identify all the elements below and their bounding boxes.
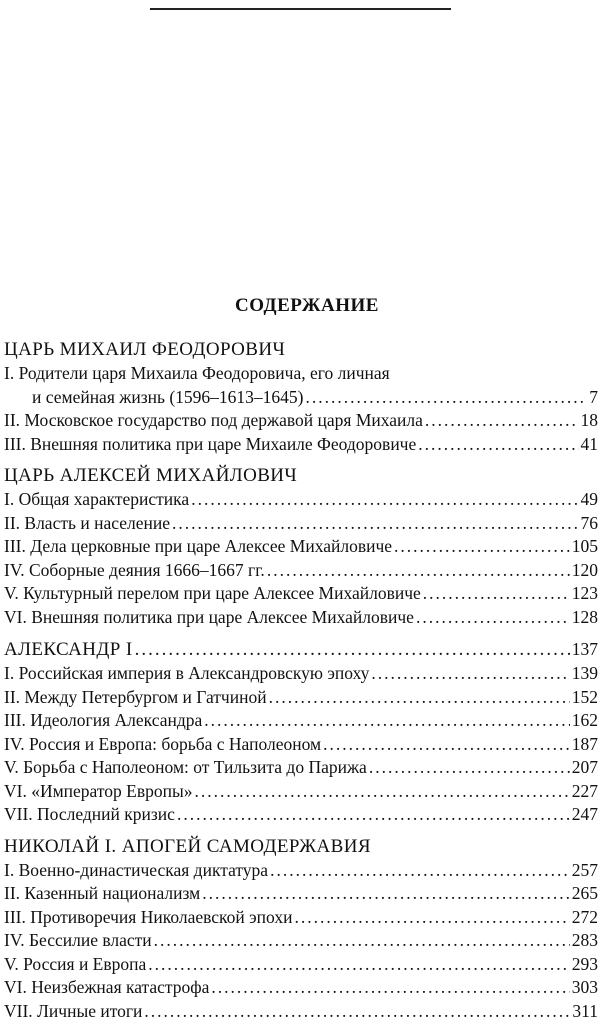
toc-entry-page: 272 bbox=[571, 906, 598, 927]
section-heading: АЛЕКСАНДР I bbox=[4, 639, 133, 660]
toc-section-aleksei bbox=[0, 465, 606, 629]
toc-entry-label: VI. «Император Европы» bbox=[4, 780, 193, 801]
toc-entry bbox=[0, 535, 606, 559]
toc-entry bbox=[0, 362, 606, 409]
dot-leader bbox=[154, 929, 570, 953]
toc-entry-page: 139 bbox=[571, 663, 598, 683]
top-rule bbox=[150, 8, 451, 10]
dot-leader bbox=[416, 606, 570, 630]
toc-entry-page: 303 bbox=[571, 977, 598, 997]
dot-leader bbox=[172, 512, 579, 536]
dot-leader bbox=[177, 803, 570, 827]
toc-entry bbox=[0, 709, 606, 733]
toc-entry-label: III. Внешняя политика при царе Михаиле Феодоровиче bbox=[4, 433, 417, 454]
toc-entry-page: 207 bbox=[571, 757, 598, 777]
toc-entry bbox=[0, 488, 606, 512]
toc-entry-label: III. Противоречия Николаевской эпохи bbox=[4, 906, 293, 927]
toc-entry-page: 283 bbox=[571, 930, 598, 950]
dot-leader bbox=[394, 535, 570, 559]
toc-entry bbox=[0, 662, 606, 686]
toc-entry-page: 265 bbox=[571, 883, 598, 903]
dot-leader bbox=[204, 709, 569, 733]
table-of-contents bbox=[0, 295, 606, 1032]
toc-entry bbox=[0, 409, 606, 433]
dot-leader bbox=[211, 976, 569, 1000]
toc-entry bbox=[0, 433, 606, 457]
toc-entry-label: I. Военно-династическая диктатура bbox=[4, 859, 269, 880]
section-heading-entry bbox=[0, 638, 606, 661]
toc-entry-page: 128 bbox=[571, 606, 598, 627]
toc-entry bbox=[0, 780, 606, 804]
toc-entry bbox=[0, 1000, 606, 1024]
toc-section-mikhail bbox=[0, 339, 606, 456]
toc-entry-page: 18 bbox=[580, 410, 598, 430]
toc-entry-page: 120 bbox=[571, 559, 598, 580]
dot-leader bbox=[195, 780, 570, 804]
toc-entry-page: 7 bbox=[589, 386, 598, 407]
toc-entry bbox=[0, 606, 606, 630]
toc-entry-label: II. Московское государство под державой царя Михаила bbox=[4, 410, 423, 430]
dot-leader bbox=[423, 582, 570, 606]
toc-entry-page: 105 bbox=[571, 536, 598, 556]
toc-entry-page: 227 bbox=[571, 780, 598, 801]
dot-leader bbox=[371, 662, 569, 686]
dot-leader bbox=[135, 639, 570, 661]
dot-leader bbox=[191, 488, 578, 512]
section-heading-page: 137 bbox=[571, 639, 598, 659]
toc-entry-page: 293 bbox=[571, 953, 598, 974]
toc-entry-label: II. Власть и население bbox=[4, 512, 170, 533]
toc-entry bbox=[0, 976, 606, 1000]
toc-entry bbox=[0, 906, 606, 930]
toc-entry-page: 311 bbox=[572, 1000, 598, 1021]
dot-leader bbox=[294, 906, 569, 930]
toc-entry bbox=[0, 559, 606, 583]
toc-entry-label: I. Российская империя в Александровскую эпоху bbox=[4, 663, 370, 683]
toc-entry-page: 41 bbox=[580, 433, 598, 454]
toc-entry-page: 247 bbox=[571, 804, 598, 824]
toc-entry-label: IV. Россия и Европа: борьба с Наполеоном bbox=[4, 733, 322, 754]
toc-entry-label: V. Россия и Европа bbox=[4, 953, 147, 974]
toc-entry bbox=[0, 859, 606, 883]
toc-entry bbox=[0, 582, 606, 606]
dot-leader bbox=[144, 1000, 570, 1024]
dot-leader bbox=[270, 859, 570, 883]
toc-entry-page: 152 bbox=[571, 686, 598, 707]
toc-entry-label: III. Идеология Александра bbox=[4, 710, 203, 730]
toc-entry bbox=[0, 512, 606, 536]
section-heading: ЦАРЬ АЛЕКСЕЙ МИХАЙЛОВИЧ bbox=[4, 465, 298, 486]
toc-entry-label: II. Казенный национализм bbox=[4, 883, 201, 903]
dot-leader bbox=[269, 686, 570, 710]
dot-leader bbox=[202, 882, 569, 906]
toc-entry-label: V. Культурный перелом при царе Алексее Михайловиче bbox=[4, 583, 421, 603]
toc-entry bbox=[0, 733, 606, 757]
toc-entry-label: IV. Бессилие власти bbox=[4, 930, 152, 950]
toc-entry bbox=[0, 756, 606, 780]
toc-entry-label: I. Общая характеристика bbox=[4, 489, 190, 509]
toc-entry-label-line1: I. Родители царя Михаила Феодоровича, его личная bbox=[4, 363, 390, 383]
toc-entry-label: VI. Внешняя политика при царе Алексее Михайловиче bbox=[4, 606, 414, 627]
toc-entry-label: и семейная жизнь (1596–1613–1645) bbox=[32, 386, 304, 407]
toc-section-nicholas bbox=[0, 836, 606, 1024]
toc-entry bbox=[0, 803, 606, 827]
toc-entry bbox=[0, 929, 606, 953]
toc-entry-page: 187 bbox=[571, 733, 598, 754]
toc-entry-label: VII. Личные итоги bbox=[4, 1000, 143, 1021]
toc-entry-label: VI. Неизбежная катастрофа bbox=[4, 977, 210, 997]
toc-title: СОДЕРЖАНИЕ bbox=[235, 295, 379, 316]
toc-entry-label: V. Борьба с Наполеоном: от Тильзита до Парижа bbox=[4, 757, 367, 777]
toc-entry-label: II. Между Петербургом и Гатчиной bbox=[4, 686, 267, 707]
toc-entry-page: 49 bbox=[580, 489, 598, 509]
toc-entry bbox=[0, 953, 606, 977]
toc-entry-label: VII. Последний кризис bbox=[4, 804, 175, 824]
section-heading: ЦАРЬ МИХАИЛ ФЕОДОРОВИЧ bbox=[4, 339, 286, 360]
section-heading: НИКОЛАЙ I. АПОГЕЙ САМОДЕРЖАВИЯ bbox=[4, 835, 371, 857]
dot-leader bbox=[267, 559, 570, 583]
toc-entry-page: 123 bbox=[571, 583, 598, 603]
toc-entry-page: 162 bbox=[571, 710, 598, 730]
toc-entry bbox=[0, 882, 606, 906]
dot-leader bbox=[306, 386, 588, 410]
toc-entry-page: 76 bbox=[580, 512, 598, 533]
dot-leader bbox=[418, 433, 578, 457]
toc-entry-page: 257 bbox=[571, 859, 598, 880]
toc-entry bbox=[0, 686, 606, 710]
toc-section-alexander bbox=[0, 638, 606, 827]
toc-entry-label: III. Дела церковные при царе Алексее Михайловиче bbox=[4, 536, 393, 556]
dot-leader bbox=[369, 756, 570, 780]
dot-leader bbox=[148, 953, 569, 977]
dot-leader bbox=[425, 409, 579, 433]
dot-leader bbox=[323, 733, 570, 757]
toc-entry-label: IV. Соборные деяния 1666–1667 гг. bbox=[4, 559, 265, 580]
